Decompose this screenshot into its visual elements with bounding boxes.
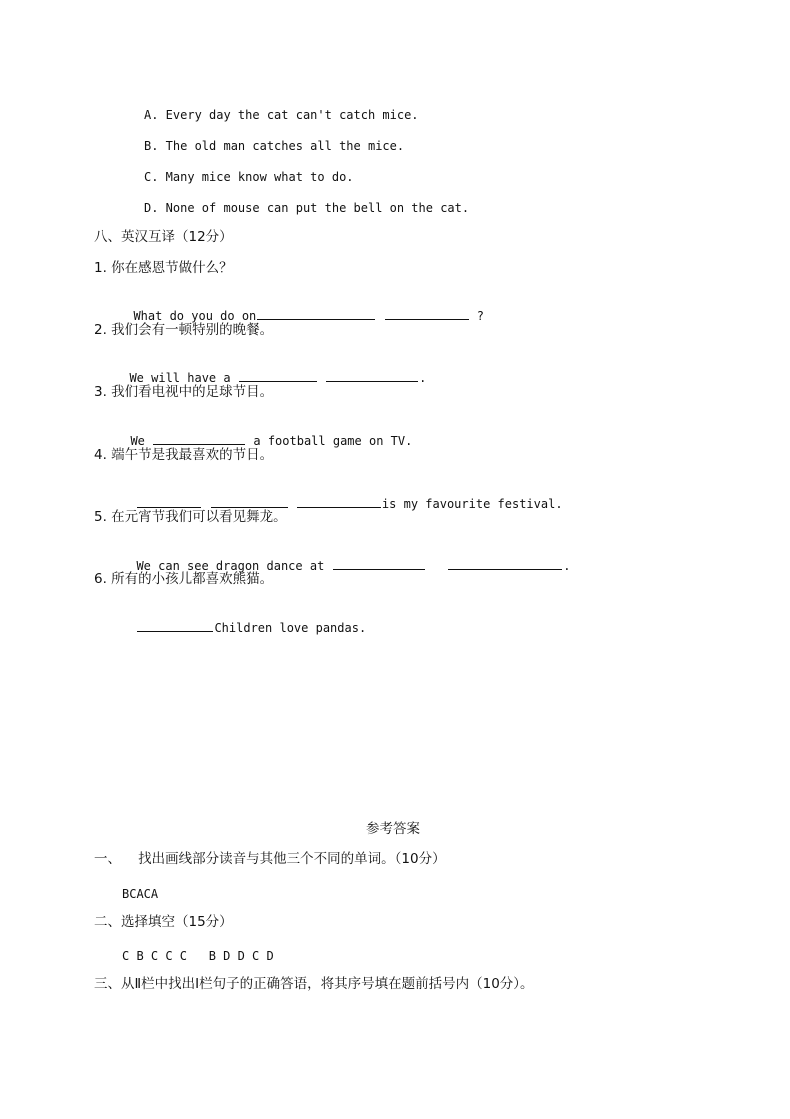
sentence-pre: We <box>130 434 145 448</box>
question-en <box>122 607 366 634</box>
answer-blank[interactable] <box>333 557 425 570</box>
answers-section-3-heading: 三、从Ⅱ栏中找出Ⅰ栏句子的正确答语，将其序号填在题前括号内（10分）。 <box>94 976 534 992</box>
sentence-post: a football game on TV. <box>253 434 413 448</box>
option-c: C. Many mice know what to do. <box>144 170 354 184</box>
sentence-pre: We can see dragon dance at <box>136 559 325 573</box>
sentence-post: ? <box>476 309 484 323</box>
sentence-post: . <box>419 371 427 385</box>
sentence-pre: What do you do on <box>133 309 257 323</box>
question-cn: 1. 你在感恩节做什么？ <box>94 260 233 276</box>
question-en <box>119 295 484 322</box>
question-en <box>116 420 412 447</box>
answers-section-2-heading: 二、选择填空（15分） <box>94 914 233 930</box>
question-cn: 5. 在元宵节我们可以看见舞龙。 <box>94 509 287 525</box>
question-cn: 4. 端午节是我最喜欢的节日。 <box>94 447 274 463</box>
sentence-pre: We will have a <box>129 371 231 385</box>
question-en <box>122 483 563 510</box>
question-cn: 6. 所有的小孩儿都喜欢熊猫。 <box>94 571 274 587</box>
answer-blank[interactable] <box>153 432 245 445</box>
answer-blank[interactable] <box>239 369 317 382</box>
answer-blank[interactable] <box>137 619 213 632</box>
answers-title: 参考答案 <box>366 821 420 837</box>
answer-blank[interactable] <box>137 495 201 508</box>
answer-blank[interactable] <box>211 495 288 508</box>
answers-section-1-heading: 一、 找出画线部分读音与其他三个不同的单词。（10分） <box>94 851 446 867</box>
option-a: A. Every day the cat can't catch mice. <box>144 108 419 122</box>
answer-blank[interactable] <box>257 307 375 320</box>
answer-blank[interactable] <box>326 369 418 382</box>
question-en <box>122 545 570 572</box>
option-b: B. The old man catches all the mice. <box>144 139 405 153</box>
answer-blank[interactable] <box>385 307 469 320</box>
option-d: D. None of mouse can put the bell on the cat. <box>144 201 470 215</box>
sentence-post: Children love pandas. <box>214 621 367 635</box>
answer-blank[interactable] <box>297 495 381 508</box>
question-cn: 2. 我们会有一顿特别的晚餐。 <box>94 322 274 338</box>
sentence-post: is my favourite festival. <box>381 497 563 511</box>
section-heading: 八、英汉互译（12分） <box>94 229 233 245</box>
question-en <box>115 357 426 384</box>
answers-section-1-answer: BCACA <box>122 887 159 901</box>
sentence-post: . <box>563 559 571 573</box>
answers-section-2-answer: C B C C C B D D C D <box>122 949 274 963</box>
question-cn: 3. 我们看电视中的足球节目。 <box>94 384 274 400</box>
answer-blank[interactable] <box>448 557 562 570</box>
